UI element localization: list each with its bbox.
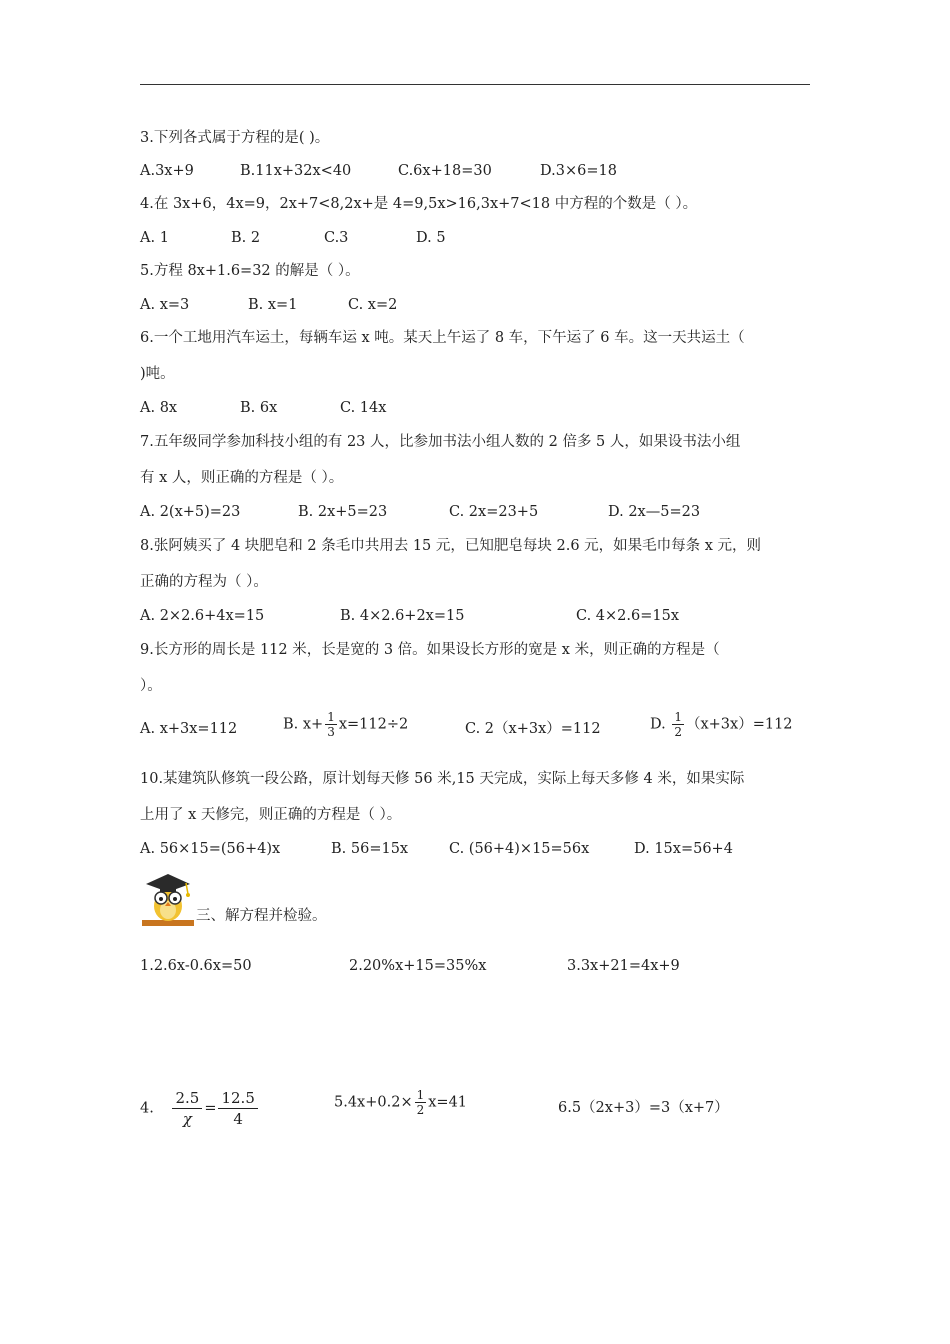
fraction-numerator: 1 [327,710,335,724]
q7-option-a: A. 2(x+5)=23 [140,504,241,520]
fraction-denominator: 4 [233,1110,243,1128]
q9-stem-line1: 9.长方形的周长是 112 米，长是宽的 3 倍。如果设长方形的宽是 x 米，则正确的方程是（ [140,642,720,658]
q4-option-b: B. 2 [231,230,261,246]
q8-option-a: A. 2×2.6+4x=15 [140,608,265,624]
q9-option-b-suffix: x=112÷2 [338,716,409,733]
q7-option-d: D. 2x—5=23 [608,504,701,520]
q9-option-b-prefix: B. x+ [283,716,324,733]
q7-option-b: B. 2x+5=23 [298,504,388,520]
q6-stem-line1: 6.一个工地用汽车运土，每辆车运 x 吨。某天上午运了 8 车，下午运了 6 车。这一天共运土（ [140,330,745,346]
q6-option-a: A. 8x [140,400,178,416]
q10-option-b: B. 56=15x [331,841,409,857]
fraction [218,1088,257,1129]
q9-option-d-suffix: （x+3x）=112 [685,716,793,733]
q5-option-a: A. x=3 [140,297,190,313]
q3-stem: 3.下列各式属于方程的是( )。 [140,130,330,146]
equation-4-prefix: 4. [140,1100,154,1117]
equation-3: 3.3x+21=4x+9 [567,958,680,974]
q5-stem: 5.方程 8x+1.6=32 的解是（ ）。 [140,263,360,279]
equation-4: 4. $\frac{2.5}{\chi}$ = $\frac{12.5}{4}$ [140,1088,260,1129]
q10-option-a: A. 56×15=(56+4)x [140,841,281,857]
q4-option-d: D. 5 [416,230,446,246]
fraction [415,1088,427,1117]
q8-stem-line2: 正确的方程为（ ）。 [140,574,268,590]
q5-option-b: B. x=1 [248,297,298,313]
header-rule [140,84,810,85]
q3-option-a: A.3x+9 [140,163,194,179]
q10-option-d: D. 15x=56+4 [634,841,733,857]
fraction-numerator: 12.5 [218,1088,257,1109]
q9-option-d [650,710,793,739]
fraction [672,710,684,739]
fraction-denominator: 2 [416,1103,425,1117]
q4-option-c: C.3 [324,230,349,246]
q10-option-c: C. (56+4)×15=56x [449,841,590,857]
fraction-numerator: 1 [416,1088,425,1102]
q3-option-d: D.3×6=18 [540,163,617,179]
equation-2: 2.20%x+15=35%x [349,958,487,974]
q10-stem-line2: 上用了 x 天修完，则正确的方程是（ ）。 [140,807,402,823]
q9-option-d-prefix: D. [650,716,666,733]
q10-stem-line1: 10.某建筑队修筑一段公路，原计划每天修 56 米,15 天完成，实际上每天多修 4 米，如果实际 [140,771,745,787]
equation-1: 1.2.6x-0.6x=50 [140,958,252,974]
fraction-numerator: 2.5 [172,1088,202,1109]
q7-stem-line1: 7.五年级同学参加科技小组的有 23 人，比参加书法小组人数的 2 倍多 5 人，如果设书法小组 [140,434,741,450]
q8-option-b: B. 4×2.6+2x=15 [340,608,465,624]
equation-5-prefix: 5.4x+0.2× [334,1094,413,1111]
fraction-numerator: 1 [674,710,682,724]
q6-option-b: B. 6x [240,400,278,416]
section3-title: 三、解方程并检验。 [196,908,327,924]
q9-option-b [283,710,408,739]
q8-stem-line1: 8.张阿姨买了 4 块肥皂和 2 条毛巾共用去 15 元，已知肥皂每块 2.6 元，如果毛巾每条 x 元，则 [140,538,762,554]
fraction-denominator: 2 [674,725,682,739]
fraction [325,710,337,739]
q5-option-c: C. x=2 [348,297,398,313]
equation-6: 6.5（2x+3）=3（x+7） [558,1100,729,1116]
q6-option-c: C. 14x [340,400,387,416]
q3-option-c: C.6x+18=30 [398,163,492,179]
fraction-denominator: χ [182,1110,192,1128]
q9-stem-line2: ）。 [140,678,162,694]
q4-option-a: A. 1 [140,230,169,246]
q7-stem-line2: 有 x 人，则正确的方程是（ ）。 [140,470,344,486]
equation-5 [334,1088,467,1117]
q9-option-c: C. 2（x+3x）=112 [465,721,601,737]
q4-stem: 4.在 3x+6，4x=9，2x+7<8,2x+是 4=9,5x>16,3x+7<18 中方程的个数是（ ）。 [140,196,698,212]
q8-option-c: C. 4×2.6=15x [576,608,680,624]
equation-5-suffix: x=41 [428,1094,468,1111]
owl-scholar-icon [140,868,196,928]
q6-stem-line2: )吨。 [140,366,175,382]
fraction-denominator: 3 [327,725,335,739]
q9-option-a: A. x+3x=112 [140,721,238,737]
q7-option-c: C. 2x=23+5 [449,504,539,520]
fraction [172,1088,202,1129]
q3-option-b: B.11x+32x<40 [240,163,352,179]
